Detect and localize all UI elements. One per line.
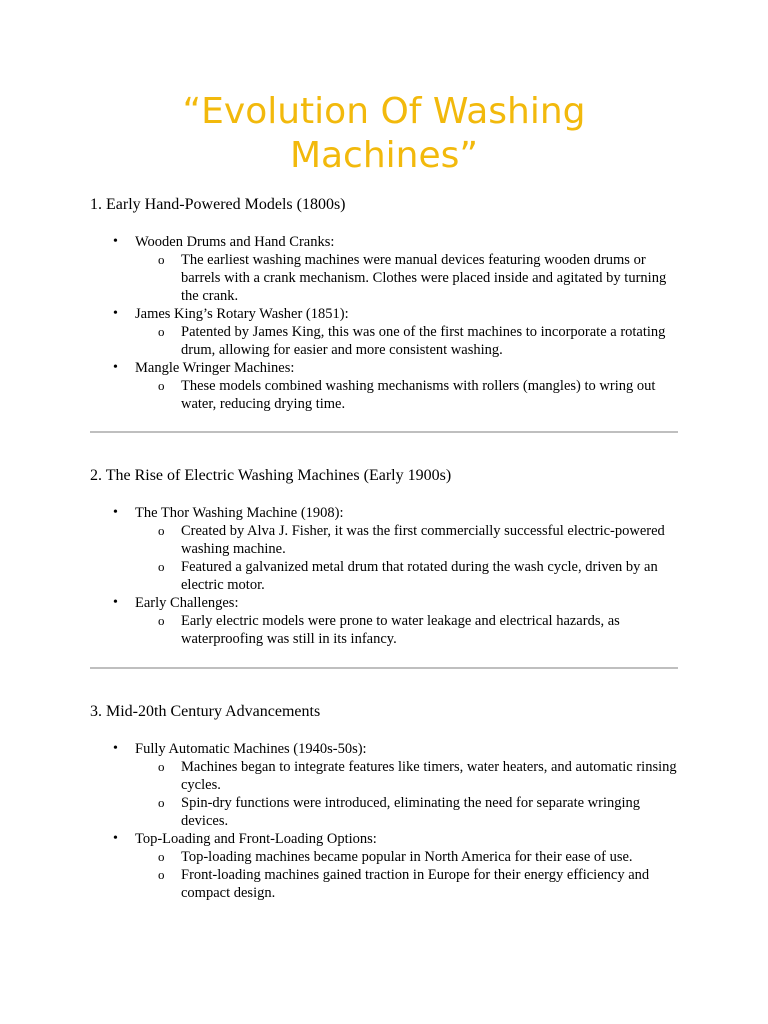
section-heading: 2. The Rise of Electric Washing Machines (Early 1900s) bbox=[90, 467, 452, 484]
sub-list-item bbox=[135, 794, 680, 830]
bullet-circle-icon: o bbox=[158, 759, 165, 774]
sub-list-item bbox=[135, 758, 680, 794]
sub-list-item-text: These models combined washing mechanisms with rollers (mangles) to wring out water, reducing drying time. bbox=[181, 378, 656, 412]
list-item-label: Top-Loading and Front-Loading Options: bbox=[135, 831, 377, 847]
sub-list-item-text: Spin-dry functions were introduced, eliminating the need for separate wringing devices. bbox=[181, 795, 641, 829]
section-mid-20th-century bbox=[90, 702, 680, 902]
list-item bbox=[90, 359, 680, 413]
list-item-label: James King’s Rotary Washer (1851): bbox=[135, 306, 349, 322]
sub-list-item-text: Front-loading machines gained traction in Europe for their energy efficiency and compact design. bbox=[181, 867, 650, 901]
sub-list-item-text: Early electric models were prone to water leakage and electrical hazards, as waterproofing was still in its infancy. bbox=[181, 613, 620, 647]
list-item bbox=[90, 740, 680, 830]
bullet-dot-icon: • bbox=[113, 505, 118, 520]
bullet-list bbox=[90, 233, 680, 413]
bullet-circle-icon: o bbox=[158, 252, 165, 267]
horizontal-divider bbox=[90, 667, 678, 669]
list-item-label: The Thor Washing Machine (1908): bbox=[135, 505, 344, 521]
bullet-circle-icon: o bbox=[158, 378, 165, 393]
sub-bullet-list bbox=[135, 323, 680, 359]
bullet-list bbox=[90, 504, 680, 648]
sub-bullet-list bbox=[135, 251, 680, 305]
bullet-dot-icon: • bbox=[113, 741, 118, 756]
sub-bullet-list bbox=[135, 377, 680, 413]
horizontal-divider bbox=[90, 431, 678, 433]
bullet-dot-icon: • bbox=[113, 306, 118, 321]
bullet-circle-icon: o bbox=[158, 849, 165, 864]
bullet-circle-icon: o bbox=[158, 795, 165, 810]
bullet-dot-icon: • bbox=[113, 234, 118, 249]
sub-bullet-list bbox=[135, 758, 680, 830]
sub-list-item-text: Featured a galvanized metal drum that rotated during the wash cycle, driven by an electric motor. bbox=[181, 559, 658, 593]
section-electric-washing-machines bbox=[90, 466, 680, 648]
section-heading: 3. Mid-20th Century Advancements bbox=[90, 703, 321, 720]
list-item-label: Fully Automatic Machines (1940s-50s): bbox=[135, 741, 367, 757]
sub-bullet-list bbox=[135, 612, 680, 648]
sub-list-item bbox=[135, 377, 680, 413]
bullet-circle-icon: o bbox=[158, 523, 165, 538]
sub-list-item-text: The earliest washing machines were manual devices featuring wooden drums or barrels with a crank mechanism. Clothes were placed inside and agitated by turning the crank. bbox=[181, 252, 667, 304]
document-title: “Evolution Of Washing Machines” bbox=[182, 91, 586, 176]
bullet-dot-icon: • bbox=[113, 595, 118, 610]
sub-list-item bbox=[135, 558, 680, 594]
list-item-label: Early Challenges: bbox=[135, 595, 239, 611]
sub-list-item-text: Machines began to integrate features like timers, water heaters, and automatic rinsing cycles. bbox=[181, 759, 677, 793]
bullet-dot-icon: • bbox=[113, 360, 118, 375]
list-item bbox=[90, 305, 680, 359]
sub-bullet-list bbox=[135, 848, 680, 902]
sub-list-item bbox=[135, 522, 680, 558]
sub-list-item-text: Created by Alva J. Fisher, it was the first commercially successful electric-powered washing machine. bbox=[181, 523, 665, 557]
sub-list-item bbox=[135, 848, 680, 866]
list-item bbox=[90, 594, 680, 648]
bullet-circle-icon: o bbox=[158, 613, 165, 628]
bullet-circle-icon: o bbox=[158, 559, 165, 574]
list-item bbox=[90, 830, 680, 902]
bullet-circle-icon: o bbox=[158, 867, 165, 882]
bullet-dot-icon: • bbox=[113, 831, 118, 846]
list-item-label: Mangle Wringer Machines: bbox=[135, 360, 295, 376]
sub-list-item-text: Top-loading machines became popular in North America for their ease of use. bbox=[181, 849, 633, 865]
section-heading: 1. Early Hand-Powered Models (1800s) bbox=[90, 196, 346, 213]
bullet-circle-icon: o bbox=[158, 324, 165, 339]
sub-list-item bbox=[135, 612, 680, 648]
section-early-hand-powered bbox=[90, 195, 680, 413]
sub-list-item-text: Patented by James King, this was one of the first machines to incorporate a rotating drum, allowing for easier and more consistent washing. bbox=[181, 324, 666, 358]
sub-list-item bbox=[135, 323, 680, 359]
sub-list-item bbox=[135, 866, 680, 902]
list-item bbox=[90, 233, 680, 305]
sub-bullet-list bbox=[135, 522, 680, 594]
bullet-list bbox=[90, 740, 680, 902]
sub-list-item bbox=[135, 251, 680, 305]
list-item-label: Wooden Drums and Hand Cranks: bbox=[135, 234, 335, 250]
list-item bbox=[90, 504, 680, 594]
